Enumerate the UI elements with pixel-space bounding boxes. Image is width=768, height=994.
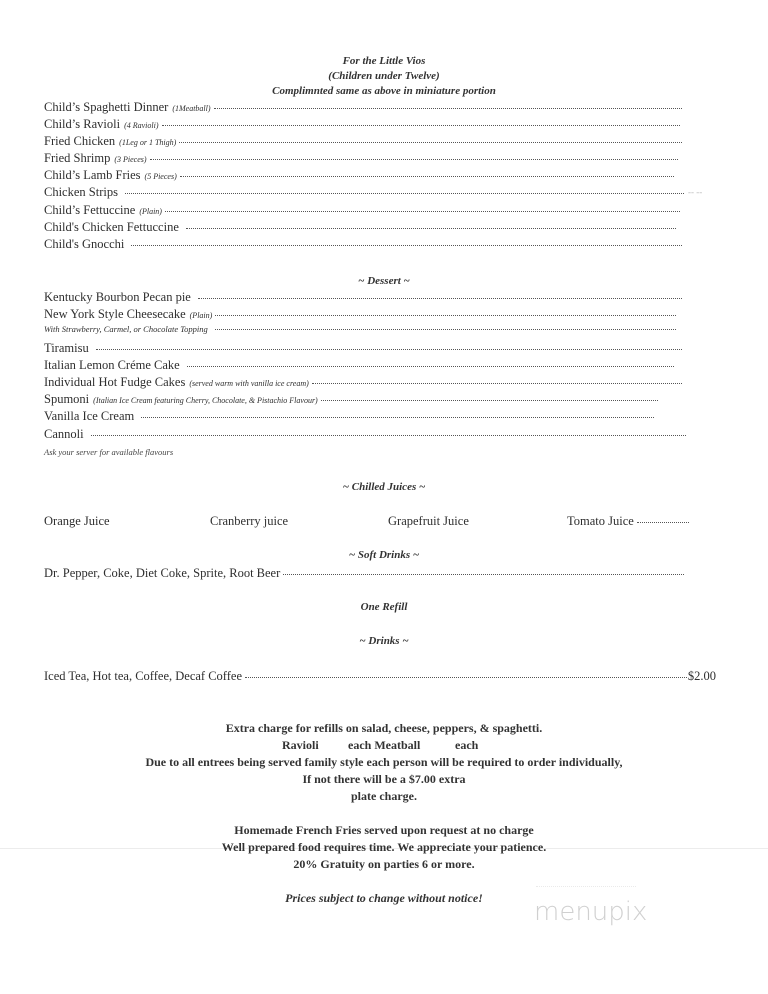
leader-dots xyxy=(186,227,676,229)
item-name: Child's Chicken Fettuccine xyxy=(44,220,179,234)
fries-notice: Homemade French Fries served upon request at no charge xyxy=(234,823,534,837)
menu-item xyxy=(44,290,682,305)
juice-item-tomato xyxy=(567,514,689,529)
item-name: Tomato Juice xyxy=(567,514,634,528)
menu-item xyxy=(44,237,682,252)
menu-item xyxy=(44,375,682,390)
item-name: Individual Hot Fudge Cakes xyxy=(44,375,186,389)
leader-dots xyxy=(198,297,682,299)
menu-item xyxy=(44,117,680,132)
item-name: Dr. Pepper, Coke, Diet Coke, Sprite, Root Beer xyxy=(44,566,281,580)
leader-dots xyxy=(131,244,682,246)
extra-charge-notice: Extra charge for refills on salad, cheese, peppers, & spaghetti. xyxy=(225,721,543,735)
item-note: (3 Pieces) xyxy=(114,155,147,164)
leader-dots xyxy=(215,314,676,316)
leader-dots xyxy=(637,521,689,523)
item-name: Fried Chicken xyxy=(44,134,116,148)
family-style-notice: Due to all entrees being served family style each person will be required to order individually, xyxy=(145,755,623,769)
item-name: Child’s Spaghetti Dinner xyxy=(44,100,169,114)
menupix-watermark: menupix xyxy=(534,897,648,927)
refill-note: One Refill xyxy=(360,601,408,613)
leader-dots xyxy=(187,365,674,367)
menu-item xyxy=(44,358,674,373)
plate-charge-notice-1: If not there will be a $7.00 extra xyxy=(302,772,466,786)
leader-dots xyxy=(179,141,682,143)
leader-dots xyxy=(91,434,686,436)
leader-dots xyxy=(321,399,658,401)
item-name: Tiramisu xyxy=(44,341,89,355)
leader-dots xyxy=(180,175,674,177)
item-name: With Strawberry, Carmel, or Chocolate Topping xyxy=(44,324,208,334)
drinks-section-title: ~ Drinks ~ xyxy=(359,635,409,647)
each-label: each xyxy=(455,738,479,752)
leader-dots xyxy=(245,676,687,678)
item-name: Child’s Fettuccine xyxy=(44,203,136,217)
item-name: Cannoli xyxy=(44,427,84,441)
each-meatball-label: each Meatball xyxy=(348,738,421,752)
leader-dots xyxy=(215,328,676,330)
menu-item xyxy=(44,100,682,115)
menu-item xyxy=(44,203,680,218)
kids-section-title: For the Little Vios xyxy=(342,55,426,67)
kids-section-subtitle: (Children under Twelve) xyxy=(328,70,440,82)
menu-item xyxy=(44,168,674,183)
soft-drinks-section-title: ~ Soft Drinks ~ xyxy=(348,549,420,561)
item-name: Fried Shrimp xyxy=(44,151,111,165)
item-name: Spumoni xyxy=(44,392,90,406)
juice-item: Cranberry juice xyxy=(210,514,289,528)
juice-item: Orange Juice xyxy=(44,514,110,528)
ravioli-label: Ravioli xyxy=(282,738,319,752)
menu-item xyxy=(44,409,654,424)
leader-dots xyxy=(141,416,654,418)
item-note: (4 Ravioli) xyxy=(124,121,159,130)
item-name: Child’s Ravioli xyxy=(44,117,121,131)
item-note: (5 Pieces) xyxy=(144,172,177,181)
menu-item xyxy=(44,324,676,334)
item-name: Iced Tea, Hot tea, Coffee, Decaf Coffee xyxy=(44,669,242,683)
leader-dots xyxy=(125,192,684,194)
leader-dots xyxy=(150,158,678,160)
menu-item xyxy=(44,151,678,166)
item-name: Child's Gnocchi xyxy=(44,237,125,251)
scan-artifact: -- -- xyxy=(688,187,703,197)
dessert-footnote: Ask your server for available flavours xyxy=(44,447,174,457)
item-name: Italian Lemon Créme Cake xyxy=(44,358,180,372)
gratuity-notice: 20% Gratuity on parties 6 or more. xyxy=(293,857,475,871)
item-note: (1Meatball) xyxy=(172,104,211,113)
leader-dots xyxy=(96,348,682,350)
item-name: Vanilla Ice Cream xyxy=(44,409,135,423)
item-note: (Plain) xyxy=(139,207,162,216)
watermark-decoration xyxy=(536,880,636,887)
item-note: (Italian Ice Cream featuring Cherry, Chocolate, & Pistachio Flavour) xyxy=(93,396,318,405)
item-note: (1Leg or 1 Thigh) xyxy=(119,138,177,147)
menu-item xyxy=(44,220,676,235)
plate-charge-notice-2: plate charge. xyxy=(351,789,417,803)
leader-dots xyxy=(283,573,684,575)
menu-item xyxy=(44,427,686,442)
item-note: (served warm with vanilla ice cream) xyxy=(189,379,309,388)
menu-item xyxy=(44,185,684,200)
leader-dots xyxy=(312,382,682,384)
leader-dots xyxy=(162,124,681,126)
menu-item xyxy=(44,669,716,684)
kids-section-description: Complimnted same as above in miniature portion xyxy=(272,85,496,97)
item-note: (Plain) xyxy=(189,311,213,320)
juices-section-title: ~ Chilled Juices ~ xyxy=(342,481,426,493)
dessert-section-title: ~ Dessert ~ xyxy=(358,275,410,287)
item-name: Kentucky Bourbon Pecan pie xyxy=(44,290,191,304)
item-price: $2.00 xyxy=(687,669,716,683)
juice-item: Grapefruit Juice xyxy=(388,514,469,528)
item-name: Chicken Strips xyxy=(44,185,118,199)
menu-item xyxy=(44,307,676,322)
leader-dots xyxy=(214,107,682,109)
item-name: New York Style Cheesecake xyxy=(44,307,186,321)
leader-dots xyxy=(165,210,680,212)
menu-item xyxy=(44,566,684,581)
prices-change-notice: Prices subject to change without notice! xyxy=(285,891,483,905)
item-name: Child’s Lamb Fries xyxy=(44,168,141,182)
patience-notice: Well prepared food requires time. We appreciate your patience. xyxy=(221,840,547,854)
menu-item xyxy=(44,134,682,149)
menu-item xyxy=(44,341,682,356)
menu-item xyxy=(44,392,658,407)
